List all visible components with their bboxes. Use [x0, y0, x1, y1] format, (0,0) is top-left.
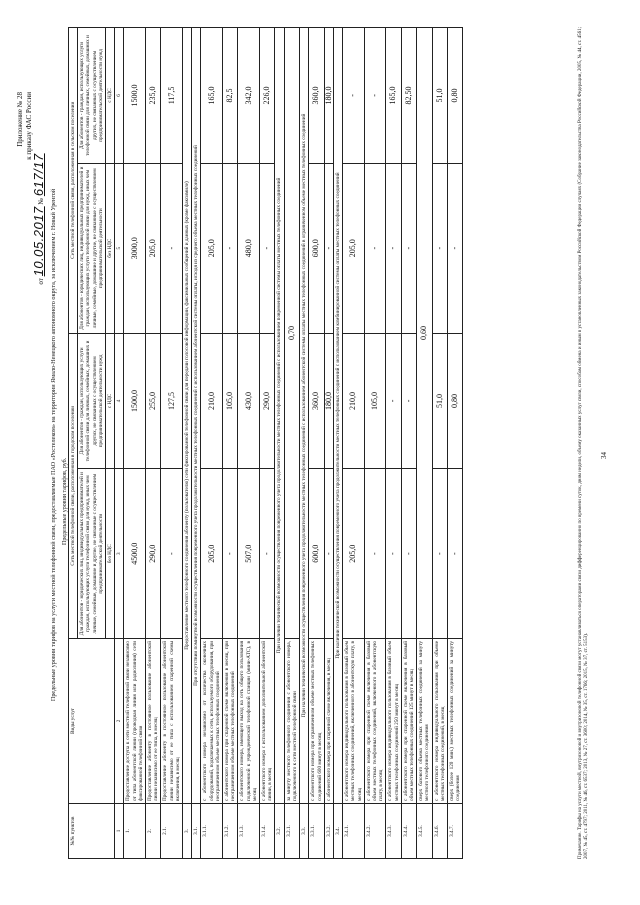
- tariff-value-cell: -: [386, 163, 401, 333]
- row-number: 3.3.1.: [309, 804, 324, 859]
- tariff-value-cell: 165,0: [201, 28, 223, 164]
- row-number: 3.4.5.: [417, 804, 432, 859]
- table-row: [447, 28, 462, 859]
- tariff-value-cell: 600,0: [309, 163, 324, 333]
- tariff-value-cell: 290,0: [260, 333, 275, 469]
- table-row: [364, 28, 386, 859]
- table-row: [333, 28, 342, 859]
- document-title: Предельные уровни тарифов на услуги местной телефонной связи, предоставляемые ПАО «Ростелеком» на территории Ямало-Ненецкого автономного округа, за исключением г. Новый Уренгой: [50, 188, 57, 702]
- row-service-text: с абонентского номера при ограниченном объеме местных телефонных соединений 600 минут в месяц: [309, 639, 324, 804]
- merged-value-cell: 0,60: [417, 28, 432, 639]
- row-number: 2.: [146, 804, 161, 859]
- tariff-value-cell: 127,5: [161, 333, 183, 469]
- row-service-text: При наличии технической возможности осуществления повременного учета продолжительности местных телефонных соединений с использованием абонентской системы оплаты местных телефонных соединений в ограниченном объеме местных телефонных соединений: [300, 28, 309, 804]
- row-number: 3.1.3.: [238, 804, 260, 859]
- table-row: [223, 28, 238, 859]
- tariff-value-cell: -: [161, 469, 183, 639]
- tariff-value-cell: -: [364, 469, 386, 639]
- index-cell: 5: [115, 163, 124, 333]
- table-row: [300, 28, 309, 859]
- tariff-value-cell: 165,0: [386, 28, 401, 164]
- row-number: 3.4.3.: [386, 804, 401, 859]
- tariff-value-cell: 3000,0: [124, 163, 146, 333]
- row-number: 3.4.6.: [432, 804, 447, 859]
- row-number: 3.3.: [300, 804, 309, 859]
- row-number: 3.1.1.: [201, 804, 223, 859]
- tariff-value-cell: 507,0: [238, 469, 260, 639]
- tariff-value-cell: 51,0: [432, 333, 447, 469]
- citizens-header-urban: Для абонентов - граждан, использующих услуги телефонной связи для личных, семейных, домашних и других, не связанных с осуществлением предпринимательской деятельности нужд: [78, 333, 106, 469]
- row-service-text: При наличии технической возможности осуществления повременного учета продолжительности местных телефонных соединений с использованием комбинированной системы оплаты местных телефонных соединений: [333, 28, 342, 804]
- legal-header-urban: Для абонентов - юридических лиц, индивидуальных предпринимателей и граждан, использующих услуги телефонной связи для нужд, иных чем личные, семейные, домашние и другие, не связанные с осуществлением предпринимательской деятельности: [78, 469, 106, 639]
- group-urban-header: Сеть местной телефонной связи, расположенная в городском поселении: [69, 333, 78, 638]
- order-date-line: [31, 126, 46, 312]
- order-no-sign: №: [37, 197, 45, 205]
- row-service-text: Предоставление местного телефонного соединения абоненту (пользователю) сети фиксированной телефонной связи для передачи голосовой информации, факсимильных сообщений и данных (кроме факсимиле): [183, 28, 192, 804]
- col-services-header: Виды услуг: [69, 639, 115, 804]
- tariff-value-cell: -: [223, 163, 238, 333]
- row-number: 1.: [124, 804, 146, 859]
- tariff-value-cell: 1500,0: [124, 333, 146, 469]
- tariff-value-cell: -: [324, 163, 333, 333]
- row-service-text: с абонентского номера независимо от количества оконечных оборудований, подключаемых к сети, используемого оборудования, при неограниченном объеме местных телефонных соединений: [201, 639, 223, 804]
- tax-label: с НДС: [106, 28, 115, 164]
- tariff-value-cell: 235,0: [146, 28, 161, 164]
- tariff-value-cell: 0,80: [447, 333, 462, 469]
- tax-label: без НДС: [106, 163, 115, 333]
- table-row: [432, 28, 447, 859]
- tariff-value-cell: -: [386, 469, 401, 639]
- tariff-value-cell: -: [432, 163, 447, 333]
- table-row: [260, 28, 275, 859]
- row-service-text: с абонентского номера при спаренной схеме включения в базовый объем местных телефонных соединений, включенного в абонентскую плату, в месяц: [364, 639, 386, 804]
- tariff-value-cell: 82,5: [223, 28, 238, 164]
- table-row: [309, 28, 324, 859]
- footnote: Примечание. Тарифы на услуги местной, внутризоновой и внутризоновой телефонной связи могут устанавливаться операторами связи дифференцированно по времени суток, дням недели, объему оказанных услуг связи, способам обмена и иным в установленных законодательством Российской Федерации случаях (Собрание законодательства Российской Федерации, 2005, № 44, ст. 4561; 2007, № 45, ст. 4797; 2011, № 46, ст. 6537; 2013, № 27, ст. 3600; 2014, № 35, ст. 1766; 2015, № 37, ст. 5153).: [578, 27, 589, 859]
- table-row: [275, 28, 284, 859]
- tariff-value-cell: -: [401, 333, 416, 469]
- tariff-table: [68, 27, 463, 859]
- table-row: [284, 28, 299, 859]
- row-number: 3.3.2.: [324, 804, 333, 859]
- row-service-text: с абонентского номера с использованием дополнительной абонентской линии, в месяц: [260, 639, 275, 804]
- row-service-text: с абонентского номера индивидуального пользования при объеме местных телефонных соединений, в месяц: [432, 639, 447, 804]
- tariff-rows: [124, 28, 463, 859]
- table-row: [401, 28, 416, 859]
- tariff-value-cell: 105,0: [223, 333, 238, 469]
- tariff-value-cell: 205,0: [343, 469, 365, 639]
- tariff-value-cell: -: [324, 469, 333, 639]
- tariff-value-cell: 180,0: [324, 28, 333, 164]
- tariff-value-cell: -: [223, 469, 238, 639]
- tariff-value-cell: -: [161, 163, 183, 333]
- row-service-text: с абонентского номера индивидуального пользования в базовый объем местных телефонных соединений 250 минут в месяц: [386, 639, 401, 804]
- row-service-text: с абонентского номера, имеющего выход на сеть общего пользования подключенной к учрежденческой телефонной станции (мини-АТС), в месяц: [238, 639, 260, 804]
- tax-label: без НДС: [106, 469, 115, 639]
- row-service-text: с абонентского номера при спаренной схеме включения в базовый объем местных телефонных соединений 125 минут в месяц: [401, 639, 416, 804]
- document-subtitle: Предельные уровни тарифов, руб.: [62, 457, 68, 545]
- table-row: [238, 28, 260, 859]
- tariff-value-cell: 290,0: [146, 469, 161, 639]
- tariff-value-cell: 480,0: [238, 163, 260, 333]
- tariff-value-cell: -: [364, 163, 386, 333]
- tariff-value-cell: -: [364, 28, 386, 164]
- row-number: 3.4.: [333, 804, 342, 859]
- tax-label: с НДС: [106, 333, 115, 469]
- tariff-value-cell: 430,0: [238, 333, 260, 469]
- row-service-text: Предоставление доступа к сети местной телефонной связи независимо от типа абонентской линии (проводная линия или радиолиния) сети фиксированной телефонной связи: [124, 639, 146, 804]
- row-service-text: При отсутствии поминутной возможности осуществления повременного учета продолжительности местных телефонных соединений с использованием абонентской системы оплаты, исходя из среднего объема местных телефонных соединений: [192, 28, 201, 804]
- tariff-value-cell: 4500,0: [124, 469, 146, 639]
- table-row: [201, 28, 223, 859]
- row-service-text: с абонентского номера при спаренной схеме включения, в месяц: [324, 639, 333, 804]
- index-cell: 3: [115, 469, 124, 639]
- row-number: 3.4.1.: [343, 804, 365, 859]
- tariff-value-cell: -: [401, 163, 416, 333]
- tariff-value-cell: 105,0: [364, 333, 386, 469]
- index-cell: 1: [115, 804, 124, 859]
- tariff-value-cell: 210,0: [201, 333, 223, 469]
- row-service-text: за минуту местного телефонного соединения с абонентского номера, подключенного к сети местной телефонной связи: [284, 639, 299, 804]
- page-number: 34: [600, 452, 608, 459]
- table-row: [146, 28, 161, 859]
- merged-value-cell: 0,70: [284, 28, 299, 639]
- tariff-value-cell: 117,5: [161, 28, 183, 164]
- order-number: 617/17: [31, 153, 46, 197]
- row-service-text: сверх (более 120 мин.) местных телефонных соединений за минуту соединения: [447, 639, 462, 804]
- tariff-value-cell: 255,0: [146, 333, 161, 469]
- row-service-text: При наличии технической возможности осуществления повременного учета продолжительности местных телефонных соединений с использованием повременной системы оплаты местных телефонных соединений: [275, 28, 284, 804]
- tariff-value-cell: 210,0: [343, 333, 365, 469]
- tariff-value-cell: 600,0: [309, 469, 324, 639]
- appendix-order: к приказу ФАС России: [25, 92, 33, 160]
- appendix-header: [16, 92, 46, 312]
- table-row: [192, 28, 201, 859]
- tariff-value-cell: 205,0: [146, 163, 161, 333]
- tariff-value-cell: 360,0: [309, 333, 324, 469]
- table-row: [324, 28, 333, 859]
- tariff-value-cell: 82,50: [401, 28, 416, 164]
- tariff-value-cell: -: [386, 333, 401, 469]
- tariff-value-cell: -: [401, 469, 416, 639]
- col-num-header: №№ пунктов: [69, 804, 115, 859]
- tariff-value-cell: 205,0: [343, 163, 365, 333]
- tariff-value-cell: 205,0: [201, 163, 223, 333]
- citizens-header-rural: Для абонентов - граждан, использующих услуги телефонной связи для личных, семейных, домашних и других, не связанных с осуществлением предпринимательской деятельности нужд: [78, 28, 106, 164]
- row-number: 3.1.: [192, 804, 201, 859]
- row-service-text: с абонентского номера индивидуального пользования в базовый объем местных телефонных соединений, включенного в абонентскую плату, в месяц: [343, 639, 365, 804]
- row-number: 3.1.2.: [223, 804, 238, 859]
- table-row: [124, 28, 146, 859]
- tariff-value-cell: 226,0: [260, 28, 275, 164]
- tariff-value-cell: 1500,0: [124, 28, 146, 164]
- row-service-text: сверх базового объема местных телефонных соединений за минуту местного телефонного соединения: [417, 639, 432, 804]
- table-row: [417, 28, 432, 859]
- row-service-text: Предоставление абоненту в постоянное пользование абонентской линии независимо от ее типа, в месяц: [146, 639, 161, 804]
- tariff-value-cell: -: [432, 469, 447, 639]
- tariff-value-cell: 0,80: [447, 28, 462, 164]
- index-cell: 6: [115, 28, 124, 164]
- row-service-text: Предоставление абоненту в постоянное пользование абонентской линии независимо от ее типа с использованием спаренной схемы включения, в месяц: [161, 639, 183, 804]
- index-cell: 2: [115, 639, 124, 804]
- appendix-number: Приложение № 28: [16, 92, 24, 147]
- table-row: [386, 28, 401, 859]
- row-number: 3.4.7.: [447, 804, 462, 859]
- tariff-value-cell: 205,0: [201, 469, 223, 639]
- row-number: 3.2.: [275, 804, 284, 859]
- row-number: 3.2.1.: [284, 804, 299, 859]
- legal-header-rural: Для абонентов - юридических лиц, индивидуальных предпринимателей и граждан, использующих услуги телефонной связи для нужд, иных чем личные, семейные, домашние и другие, не связанные с осуществлением предпринимательской деятельности: [78, 163, 106, 333]
- row-number: 3.4.2.: [364, 804, 386, 859]
- index-cell: 4: [115, 333, 124, 469]
- row-number: 3.4.4.: [401, 804, 416, 859]
- table-row: [161, 28, 183, 859]
- tariff-value-cell: 180,0: [324, 333, 333, 469]
- row-number: 3.1.4.: [260, 804, 275, 859]
- group-rural-header: Сеть местной телефонной связи, расположенная в сельском поселении: [69, 28, 78, 334]
- table-row: [183, 28, 192, 859]
- tariff-value-cell: -: [447, 469, 462, 639]
- table-row: [343, 28, 365, 859]
- order-date-prefix: от: [37, 278, 45, 285]
- tariff-value-cell: -: [260, 163, 275, 333]
- tariff-value-cell: -: [447, 163, 462, 333]
- tariff-value-cell: 360,0: [309, 28, 324, 164]
- tariff-value-cell: 342,0: [238, 28, 260, 164]
- row-service-text: с абонентского номера при спаренной схеме включения в месяц, при неограниченном объеме местных телефонных соединений: [223, 639, 238, 804]
- row-number: 2.1.: [161, 804, 183, 859]
- tariff-value-cell: -: [260, 469, 275, 639]
- tariff-value-cell: -: [343, 28, 365, 164]
- tariff-value-cell: 51,0: [432, 28, 447, 164]
- order-date: 10.05.2017: [31, 206, 46, 277]
- row-number: 3.: [183, 804, 192, 859]
